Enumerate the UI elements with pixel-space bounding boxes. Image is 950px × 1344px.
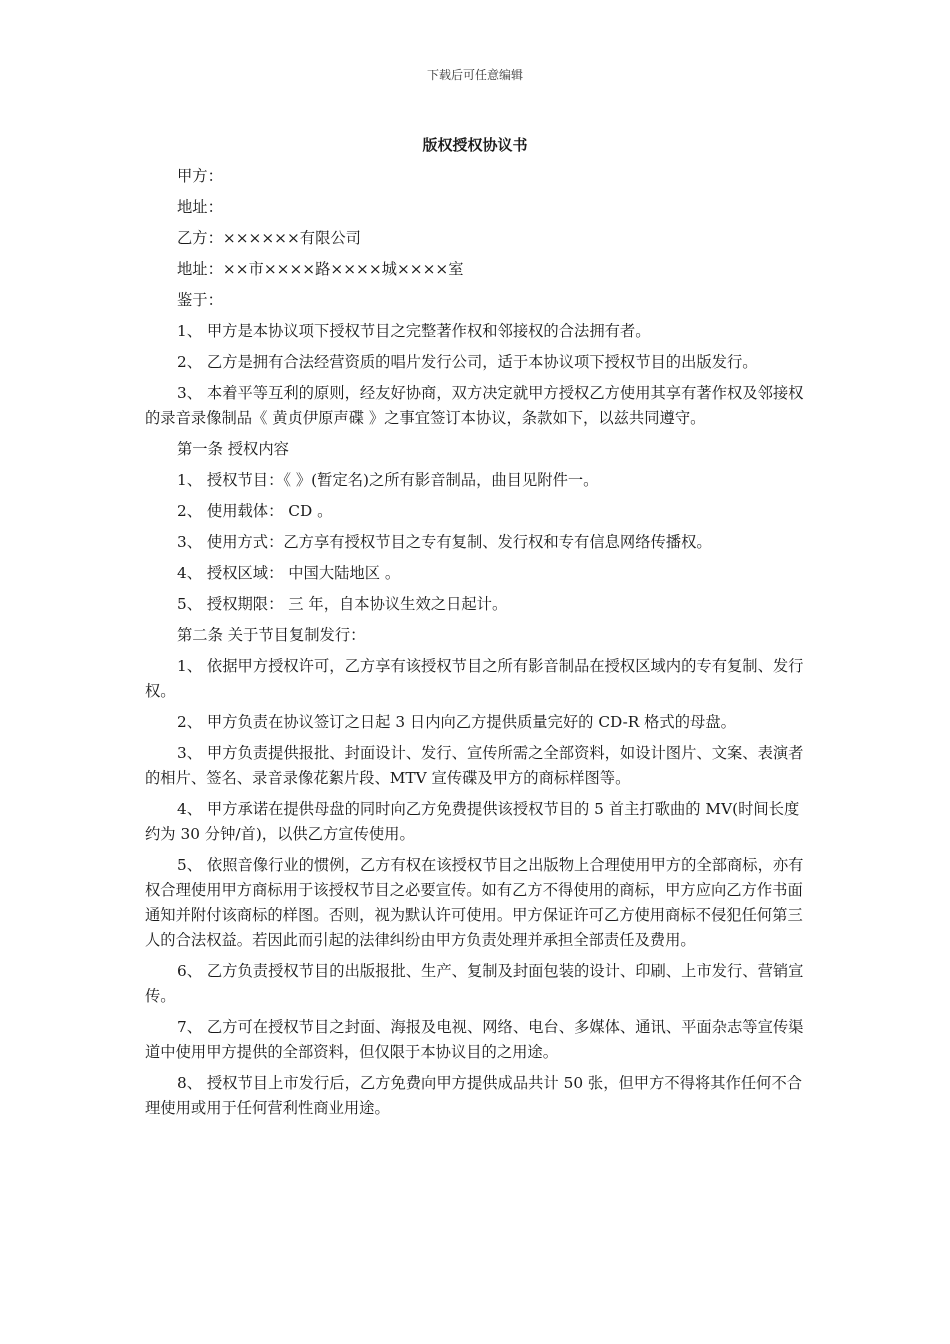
article-2-item-5: 5、 依照音像行业的惯例，乙方有权在该授权节目之出版物上合理使用甲方的全部商标，亦有权合理使用甲方商标用于该授权节目之必要宣传。如有乙方不得使用的商标，甲方应向乙方作书面通知并附付该商标的样图。否则，视为默认许可使用。甲方保证许可乙方使用商标不侵犯任何第三人的合法权益。若因此而引起的法律纠纷由甲方负责处理并承担全部责任及费用。	[145, 856, 804, 949]
article-2-item-3: 3、 甲方负责提供报批、封面设计、发行、宣传所需之全部资料，如设计图片、文案、表演者的相片、签名、录音录像花絮片段、MTV 宣传碟及甲方的商标样图等。	[145, 744, 804, 787]
whereas-item-2: 2、 乙方是拥有合法经营资质的唱片发行公司，适于本协议项下授权节目的出版发行。	[177, 353, 758, 371]
party-a-address-line: 地址：	[177, 198, 223, 216]
party-a-line: 甲方：	[177, 167, 223, 185]
article-1-item-1: 1、 授权节目：《 》(暂定名)之所有影音制品，曲目见附件一。	[177, 471, 599, 489]
article-2-item-2: 2、 甲方负责在协议签订之日起 3 日内向乙方提供质量完好的 CD-R 格式的母盘。	[177, 713, 736, 731]
document-title: 版权授权协议书	[422, 136, 528, 154]
article-1-item-3: 3、 使用方式：乙方享有授权节目之专有复制、发行权和专有信息网络传播权。	[177, 533, 712, 551]
article-2-item-4: 4、 甲方承诺在提供母盘的同时向乙方免费提供该授权节目的 5 首主打歌曲的 MV(时间长度约为 30 分钟/首)，以供乙方宣传使用。	[145, 800, 800, 843]
party-b-address-line: 地址：××市××××路××××城××××室	[177, 260, 464, 278]
article-1-item-2: 2、 使用载体： CD 。	[177, 502, 333, 520]
article-2-item-8: 8、 授权节目上市发行后，乙方免费向甲方提供成品共计 50 张，但甲方不得将其作任何不合理使用或用于任何营利性商业用途。	[145, 1074, 803, 1117]
whereas-heading: 鉴于：	[177, 291, 223, 309]
article-2-item-7: 7、 乙方可在授权节目之封面、海报及电视、网络、电台、多媒体、通讯、平面杂志等宣传渠道中使用甲方提供的全部资料，但仅限于本协议目的之用途。	[145, 1018, 804, 1061]
article-1-item-5: 5、 授权期限： 三 年，自本协议生效之日起计。	[177, 595, 508, 613]
article-2-item-6: 6、 乙方负责授权节目的出版报批、生产、复制及封面包装的设计、印刷、上市发行、营销宣传。	[145, 962, 804, 1005]
whereas-item-3: 3、 本着平等互利的原则，经友好协商，双方决定就甲方授权乙方使用其享有著作权及邻接权的录音录像制品《 黄贞伊原声碟 》之事宜签订本协议，条款如下，以兹共同遵守。	[145, 384, 804, 427]
article-1-item-4: 4、 授权区域： 中国大陆地区 。	[177, 564, 401, 582]
party-b-line: 乙方：××××××有限公司	[177, 229, 361, 247]
document-body	[145, 164, 809, 1127]
article-1-heading: 第一条 授权内容	[177, 440, 289, 458]
header-note: 下载后可任意编辑	[426, 68, 523, 82]
whereas-item-1: 1、 甲方是本协议项下授权节目之完整著作权和邻接权的合法拥有者。	[177, 322, 651, 340]
article-2-heading: 第二条 关于节目复制发行：	[177, 626, 366, 644]
article-2-item-1: 1、 依据甲方授权许可，乙方享有该授权节目之所有影音制品在授权区域内的专有复制、发行权。	[145, 657, 804, 700]
